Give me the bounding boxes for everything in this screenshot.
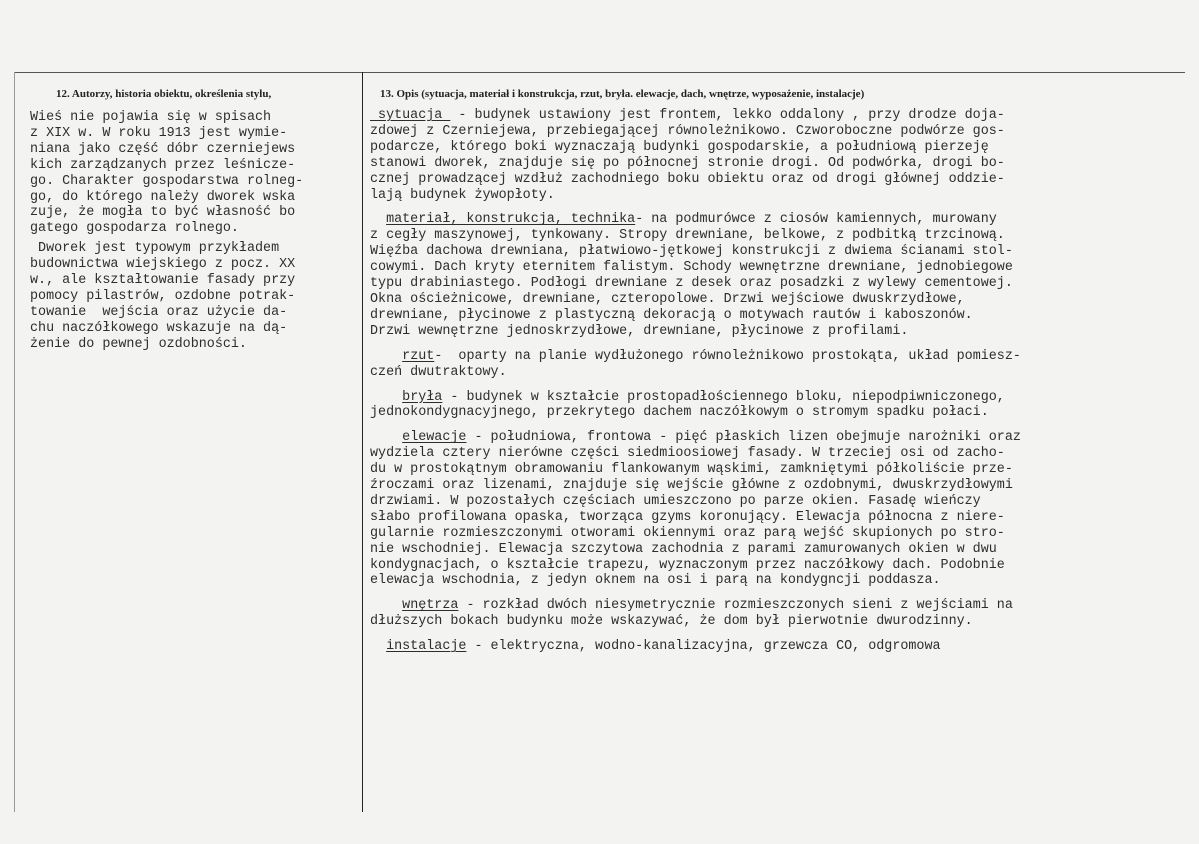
section-label: materiał, konstrukcja, technika — [386, 212, 636, 228]
line-text: drzwiami. W pozostałych częściach umieszczono po parze okien. Fasadę wieńczy — [370, 493, 981, 509]
section-label: wnętrza — [402, 598, 459, 614]
text-line — [370, 542, 1196, 558]
history-paragraph-2 — [30, 241, 360, 352]
line-text: Drzwi wewnętrzne jednoskrzydłowe, drewniane, płycinowe z profilami. — [370, 323, 909, 339]
line-text: - elektryczna, wodno-kanalizacyjna, grzewcza CO, odgromowa — [466, 639, 941, 655]
text-line — [370, 156, 1196, 172]
description-section — [370, 390, 1196, 422]
text-line — [370, 140, 1196, 156]
line-text: typu drabiniastego. Podłogi drewniane z desek oraz posadzki z wylewy cementowej. — [370, 276, 1013, 292]
text-line: Dworek jest typowym przykładem — [30, 241, 280, 257]
line-text: nie wschodniej. Elewacja szczytowa zachodnia z parami zamurowanych okien w dwu — [370, 541, 997, 557]
text-line: budownictwa wiejskiego z pocz. XX — [30, 257, 296, 273]
indent — [370, 430, 402, 445]
text-line: pomocy pilastrów, ozdobne potrak- — [30, 288, 296, 304]
line-text: Okna ościeżnicowe, drewniane, czteropolowe. Drzwi wejściowe dwuskrzydłowe, — [370, 291, 965, 307]
text-line — [370, 405, 1196, 421]
text-line — [370, 478, 1196, 494]
text-line: żenie do pewnej ozdobności. — [30, 336, 247, 352]
section-13-header: 13. Opis (sytuacja, materiał i konstrukcja, rzut, bryła. elewacje, dach, wnętrze, wyposażenie, instalacje) — [380, 88, 865, 100]
line-text: źroczami oraz lizenami, znajduje się wejście główne z ozdobnymi, dwuskrzydłowymi — [370, 478, 1013, 494]
line-text: drewniane, płycinowe z plastyczną dekoracją o motywach rautów i kaboszonów. — [370, 307, 973, 323]
line-text: elewacja wschodnia, z jedyn oknem na osi i parą na kondygncji poddasza. — [370, 573, 941, 589]
line-text: - oparty na planie wydłużonego równoleżnikowo prostokąta, układ pomiesz- — [434, 348, 1021, 364]
text-line — [370, 228, 1196, 244]
text-line — [370, 446, 1196, 462]
text-line — [370, 365, 1196, 381]
line-text: zdowej z Czerniejewa, przebiegającej równoleżnikowo. Czworoboczne podwórze gos- — [370, 123, 1005, 139]
line-text: - południowa, frontowa - pięć płaskich lizen obejmuje narożniki oraz — [466, 430, 1021, 446]
text-line: zuje, że mogła to być własność bo — [30, 205, 296, 221]
text-line — [370, 510, 1196, 526]
line-text: du w prostokątnym obramowaniu flankowanym wąskimi, zamkniętymi półkoliście prze- — [370, 462, 1013, 478]
text-line — [370, 526, 1196, 542]
line-text: lają budynek żywopłoty. — [370, 187, 555, 203]
line-text: czeń dwutraktowy. — [370, 364, 507, 380]
indent — [370, 390, 402, 405]
text-line: kich zarządzanych przez leśnicze- — [30, 157, 296, 173]
section-label: sytuacja — [370, 108, 451, 123]
line-text: - na podmurówce z ciosów kamiennych, murowany — [635, 212, 997, 228]
line-text: gularnie rozmieszczonymi otworami okiennymi oraz parą wejść skupionych po stro- — [370, 525, 1005, 541]
text-line — [370, 124, 1196, 140]
text-line: towanie wejścia oraz użycie da- — [30, 304, 288, 320]
text-line: chu naczółkowego wskazuje na dą- — [30, 320, 288, 336]
text-line — [370, 614, 1196, 630]
line-text: stanowi dworek, znajduje się po północnej stronie drogi. Od podwórka, drogi bo- — [370, 155, 1005, 171]
description-text — [370, 108, 1196, 664]
text-line — [370, 494, 1196, 510]
line-text: podarcze, którego boki wyznaczają budynki gospodarskie, a południową pierzeję — [370, 139, 989, 155]
description-section — [370, 598, 1196, 630]
section-label: bryła — [402, 389, 443, 405]
section-label: instalacje — [386, 639, 467, 655]
indent — [370, 212, 386, 227]
text-line — [370, 108, 1196, 124]
text-line — [370, 188, 1196, 204]
line-text: cznej prowadzącej wzdłuż zachodniego boku obiektu oraz od drogi głównej oddzie- — [370, 171, 1005, 187]
column-divider — [362, 72, 363, 812]
text-line — [370, 462, 1196, 478]
text-line — [370, 598, 1196, 614]
text-line: gatego gospodarza rolnego. — [30, 221, 239, 237]
history-paragraph-1 — [30, 110, 360, 237]
line-text: kondygnacjach, o kształcie trapezu, wyznaczonym przez naczółkowy dach. Podobnie — [370, 557, 1005, 573]
line-text: - rozkład dwóch niesymetrycznie rozmieszczonych sieni z wejściami na — [458, 598, 1013, 614]
description-section — [370, 430, 1196, 589]
line-text: - budynek w kształcie prostopadłościennego bloku, niepodpiwniczonego, — [442, 389, 1005, 405]
text-line — [370, 639, 1196, 655]
section-label: rzut — [402, 348, 435, 364]
indent — [370, 598, 402, 613]
text-line: go. Charakter gospodarstwa rolneg- — [30, 173, 304, 189]
indent — [370, 349, 402, 364]
text-line — [370, 390, 1196, 406]
text-line — [370, 558, 1196, 574]
history-text — [30, 110, 360, 353]
text-line — [370, 276, 1196, 292]
text-line: go, do którego należy dworek wska — [30, 189, 296, 205]
text-line — [370, 260, 1196, 276]
text-line — [370, 212, 1196, 228]
text-line — [370, 172, 1196, 188]
line-text: cowymi. Dach kryty eternitem falistym. Schody wewnętrzne drewniane, jednobiegowe — [370, 260, 1013, 276]
text-line — [370, 573, 1196, 589]
text-line: niana jako część dóbr czerniejews — [30, 141, 296, 157]
line-text: jednokondygnacyjnego, przekrytego dachem naczółkowym o stromym spadku połaci. — [370, 405, 989, 421]
description-section — [370, 639, 1196, 655]
indent — [370, 639, 386, 654]
text-line — [370, 349, 1196, 365]
line-text: wydziela cztery nierówne części siedmioosiowej fasady. W trzeciej osi od zacho- — [370, 446, 1005, 462]
line-text: słabo profilowana opaska, tworząca gzyms koronujący. Elewacja północna z niere- — [370, 509, 1005, 525]
top-rule — [14, 72, 1185, 73]
line-text: Więźba dachowa drewniana, płatwiowo-jętkowej konstrukcji z dwiema ścianami stol- — [370, 244, 1013, 260]
section-12-header: 12. Autorzy, historia obiektu, określenia stylu, — [56, 88, 272, 100]
text-line — [370, 308, 1196, 324]
section-label: elewacje — [402, 430, 467, 446]
description-section — [370, 108, 1196, 203]
description-section — [370, 349, 1196, 381]
text-line: Wieś nie pojawia się w spisach — [30, 110, 272, 125]
line-text: z cegły maszynowej, tynkowany. Stropy drewniane, belkowe, z podbitką trzcinową. — [370, 228, 1005, 244]
text-line — [370, 244, 1196, 260]
text-line: w., ale kształtowanie fasady przy — [30, 273, 296, 289]
line-text: - budynek ustawiony jest frontem, lekko oddalony , przy drodze doja- — [450, 108, 1005, 123]
line-text: dłuższych bokach budynku może wskazywać, że dom był pierwotnie dwurodzinny. — [370, 614, 973, 630]
text-line — [370, 292, 1196, 308]
text-line: z XIX w. W roku 1913 jest wymie- — [30, 125, 288, 141]
left-border — [14, 72, 15, 812]
text-line — [370, 324, 1196, 340]
text-line — [370, 430, 1196, 446]
description-section — [370, 212, 1196, 339]
